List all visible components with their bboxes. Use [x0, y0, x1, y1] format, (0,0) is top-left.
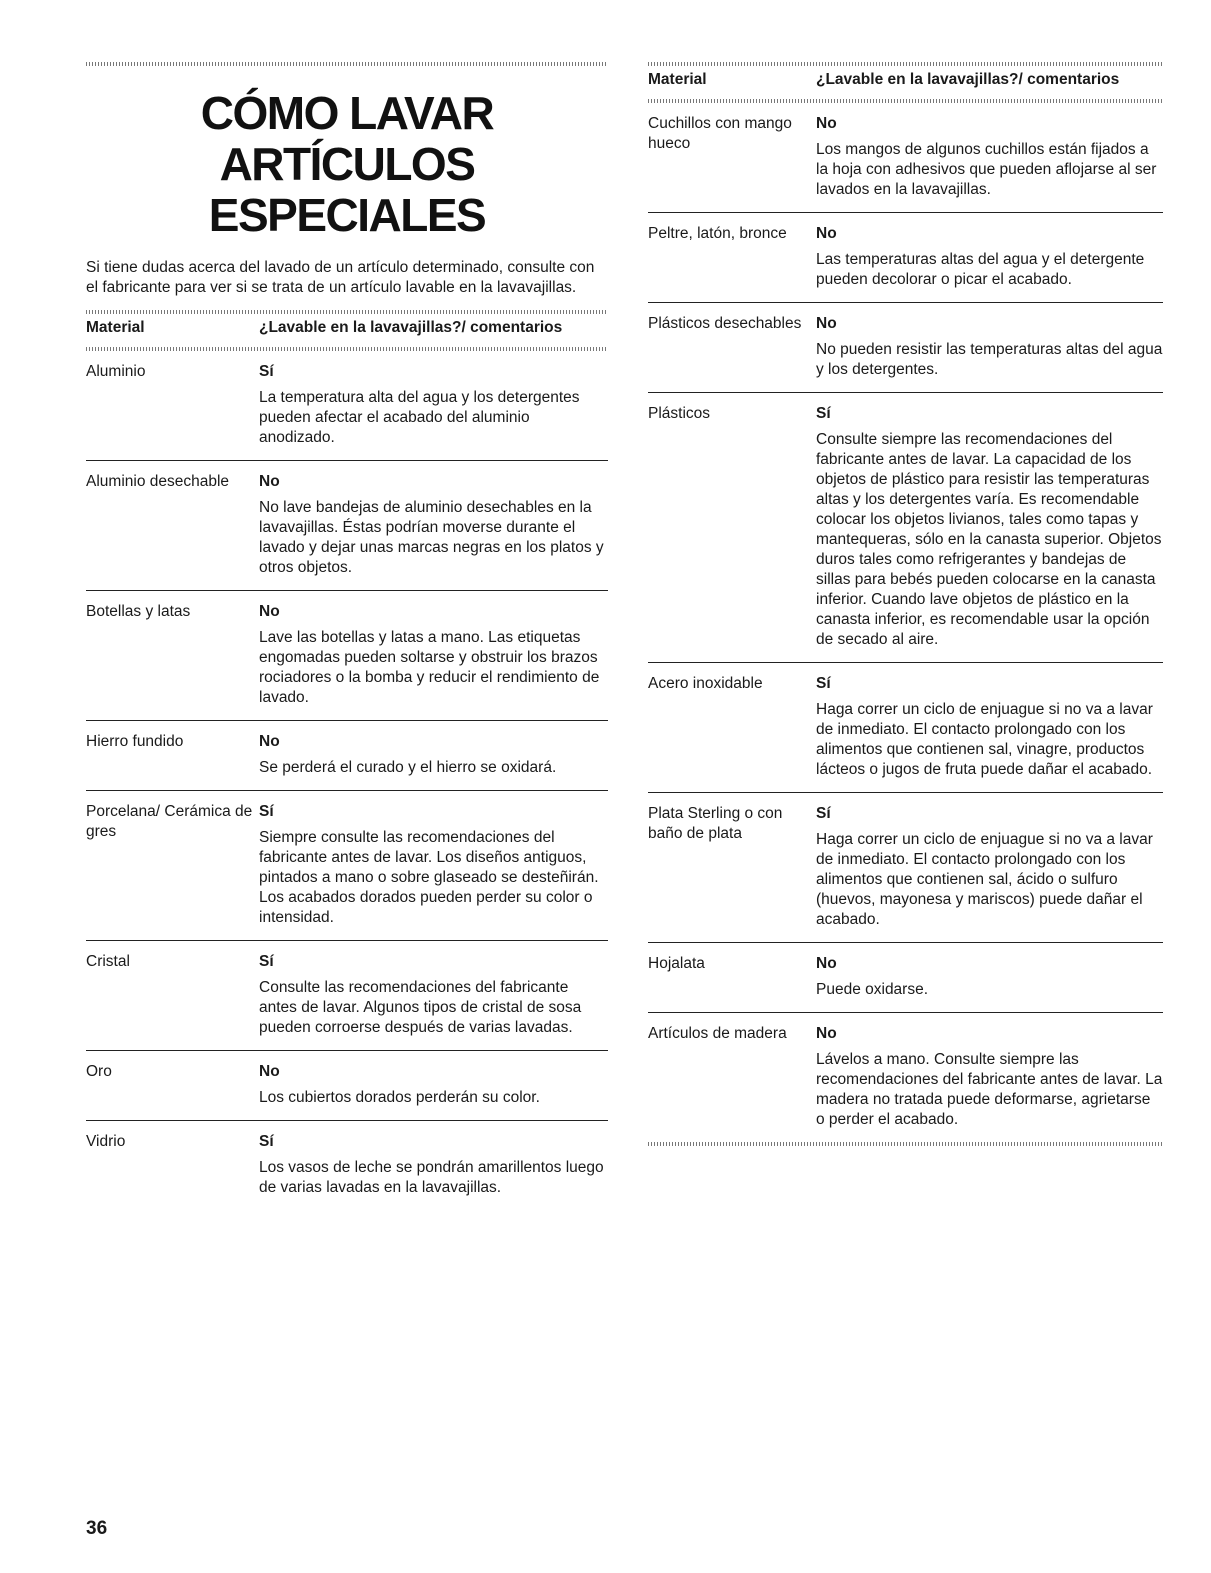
material-name: Artículos de madera	[648, 1025, 787, 1042]
comment-text: Las temperaturas altas del agua y el detergente pueden decolorar o picar el acabado.	[816, 251, 1145, 288]
material-name: Aluminio	[86, 363, 146, 380]
material-notes	[816, 793, 1163, 942]
material-notes	[816, 103, 1163, 212]
dishwasher-safe-verdict: No	[816, 115, 837, 132]
material-notes	[259, 941, 608, 1050]
material-notes	[259, 791, 608, 940]
comment-text: Lave las botellas y latas a mano. Las etiquetas engomadas pueden soltarse y obstruir los brazos rociadores o la bomba y reducir el rendimiento de lavado.	[259, 629, 600, 706]
dishwasher-safe-verdict: Sí	[259, 953, 274, 970]
header-comments: ¿Lavable en la lavavajillas?/ comentarios	[816, 71, 1120, 88]
header-material: Material	[648, 71, 707, 88]
table-row	[648, 943, 1163, 1012]
material-notes	[816, 303, 1163, 392]
left-column	[86, 62, 608, 1210]
comment-text: Puede oxidarse.	[816, 981, 929, 998]
material-notes	[259, 461, 608, 590]
intro-text: Si tiene dudas acerca del lavado de un artículo determinado, consulte con el fabricante para ver si se trata de un artículo lavable en la lavavajillas.	[86, 259, 595, 296]
dishwasher-safe-verdict: Sí	[259, 1133, 274, 1150]
right-header-dotted-rule	[648, 99, 1163, 103]
comment-text: Los cubiertos dorados perderán su color.	[259, 1089, 540, 1106]
page-number: 36	[86, 1518, 108, 1539]
right-bottom-dotted-rule	[648, 1142, 1163, 1146]
dishwasher-safe-verdict: No	[259, 1063, 280, 1080]
material-name: Plásticos	[648, 405, 711, 422]
material-notes	[259, 351, 608, 460]
comment-text: Lávelos a mano. Consulte siempre las recomendaciones del fabricante antes de lavar. La madera no tratada puede deformarse, agrietarse o perder el acabado.	[816, 1051, 1163, 1128]
header-material: Material	[86, 319, 145, 336]
table-row	[648, 213, 1163, 302]
table-row	[648, 793, 1163, 942]
material-name: Hierro fundido	[86, 733, 184, 750]
title-line-2: ARTÍCULOS	[219, 138, 475, 190]
material-notes	[259, 721, 608, 790]
dishwasher-safe-verdict: No	[816, 225, 837, 242]
material-notes	[816, 943, 1163, 1012]
dishwasher-safe-verdict: No	[816, 1025, 837, 1042]
right-table-header	[648, 66, 1163, 99]
material-name: Vidrio	[86, 1133, 126, 1150]
comment-text: No lave bandejas de aluminio desechables en la lavavajillas. Éstas podrían moverse durante el lavado y dejar unas marcas negras en los platos y otros objetos.	[259, 499, 604, 576]
material-name: Aluminio desechable	[86, 473, 230, 490]
dishwasher-safe-verdict: No	[816, 315, 837, 332]
title-line-1: CÓMO LAVAR	[200, 87, 494, 139]
table-row	[86, 351, 608, 460]
comment-text: Haga correr un ciclo de enjuague si no va a lavar de inmediato. El contacto prolongado con los alimentos que contienen sal, vinagre, productos lácteos o jugos de fruta puede dañar el acabado.	[816, 701, 1153, 778]
dishwasher-safe-verdict: No	[816, 955, 837, 972]
table-row	[648, 663, 1163, 792]
table-header	[86, 314, 608, 347]
right-table-body	[648, 103, 1163, 1142]
dishwasher-safe-verdict: No	[259, 603, 280, 620]
table-row	[86, 791, 608, 940]
table-row	[648, 393, 1163, 662]
material-notes	[816, 663, 1163, 792]
dishwasher-safe-verdict: Sí	[259, 363, 274, 380]
comment-text: La temperatura alta del agua y los detergentes pueden afectar el acabado del aluminio anodizado.	[259, 389, 580, 446]
table-row	[86, 1051, 608, 1120]
material-notes	[816, 213, 1163, 302]
table-row	[648, 303, 1163, 392]
material-notes	[259, 591, 608, 720]
dishwasher-safe-verdict: No	[259, 473, 280, 490]
comment-text: Siempre consulte las recomendaciones del fabricante antes de lavar. Los diseños antiguos, pintados a mano o sobre glaseado se desteñirán. Los acabados dorados pueden perder su color o intensidad.	[259, 829, 599, 926]
table-row	[86, 461, 608, 590]
comment-text: Consulte las recomendaciones del fabricante antes de lavar. Algunos tipos de cristal de sosa pueden corroerse después de varias lavadas.	[259, 979, 582, 1036]
comment-text: Consulte siempre las recomendaciones del fabricante antes de lavar. La capacidad de los objetos de plástico para resistir las temperaturas altas y los detergentes varía. Es recomendable colocar los objetos livianos, tales como tapas y mantequeras, sólo en la canasta superior. Objetos duros tales como refrigerantes y bandejas de sillas para bebés pueden colocarse en la canasta inferior. Cuando lave objetos de plástico en la canasta inferior, es recomendable usar la opción de secado al aire.	[816, 431, 1162, 648]
comment-text: Se perderá el curado y el hierro se oxidará.	[259, 759, 557, 776]
right-column	[648, 62, 1163, 1146]
material-notes	[816, 1013, 1163, 1142]
page-title	[86, 88, 608, 241]
comment-text: Haga correr un ciclo de enjuague si no va a lavar de inmediato. El contacto prolongado con los alimentos que contienen sal, ácido o sulfuro (huevos, mayonesa y mariscos) puede dañar el acabado.	[816, 831, 1153, 928]
material-name: Cuchillos con mango hueco	[648, 115, 792, 152]
dishwasher-safe-verdict: Sí	[259, 803, 274, 820]
right-top-dotted-rule	[648, 62, 1163, 66]
material-name: Plásticos desechables	[648, 315, 802, 332]
material-name: Hojalata	[648, 955, 705, 972]
table-top-dotted-rule	[86, 310, 608, 314]
header-comments: ¿Lavable en la lavavajillas?/ comentarios	[259, 319, 563, 336]
material-name: Oro	[86, 1063, 112, 1080]
comment-text: Los mangos de algunos cuchillos están fijados a la hoja con adhesivos que pueden aflojarse al ser lavados en la lavavajillas.	[816, 141, 1157, 198]
comment-text: Los vasos de leche se pondrán amarillentos luego de varias lavadas en la lavavajillas.	[259, 1159, 604, 1196]
material-notes	[816, 393, 1163, 662]
table-row	[86, 591, 608, 720]
material-name: Peltre, latón, bronce	[648, 225, 787, 242]
title-line-3: ESPECIALES	[208, 189, 486, 241]
dishwasher-safe-verdict: Sí	[816, 805, 831, 822]
comment-text: No pueden resistir las temperaturas altas del agua y los detergentes.	[816, 341, 1163, 378]
material-name: Cristal	[86, 953, 130, 970]
table-row	[648, 1013, 1163, 1142]
material-name: Plata Sterling o con baño de plata	[648, 805, 783, 842]
table-row	[86, 1121, 608, 1210]
table-row	[648, 103, 1163, 212]
left-table-body	[86, 351, 608, 1210]
material-name: Porcelana/ Cerámica de gres	[86, 803, 253, 840]
dishwasher-safe-verdict: Sí	[816, 675, 831, 692]
header-dotted-rule	[86, 347, 608, 351]
material-notes	[259, 1051, 608, 1120]
table-row	[86, 941, 608, 1050]
table-row	[86, 721, 608, 790]
material-name: Acero inoxidable	[648, 675, 763, 692]
dishwasher-safe-verdict: No	[259, 733, 280, 750]
material-name: Botellas y latas	[86, 603, 191, 620]
dishwasher-safe-verdict: Sí	[816, 405, 831, 422]
material-notes	[259, 1121, 608, 1210]
top-dotted-rule	[86, 62, 608, 66]
